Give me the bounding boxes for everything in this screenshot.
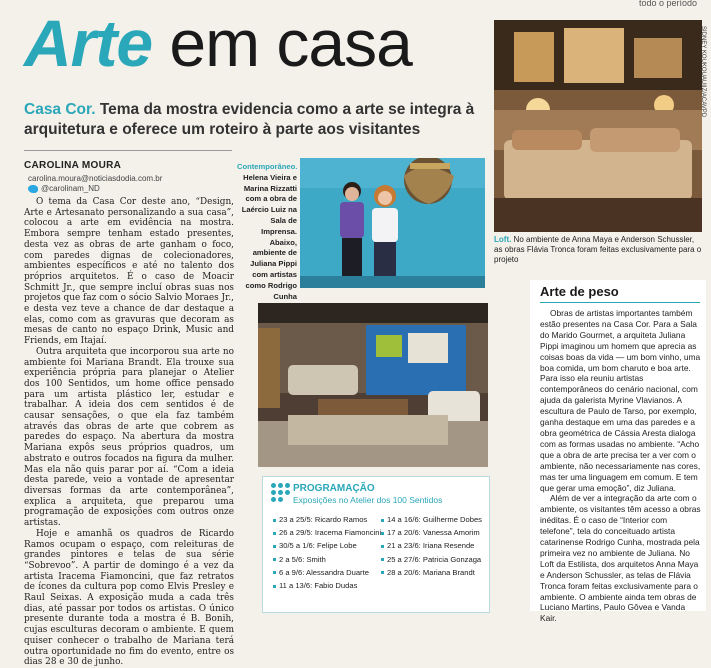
programacao-item: 26 a 29/5: Iracema Fiamoncini [273,526,381,539]
article-paragraph: O tema da Casa Cor deste ano, “Design, Arte e Artesanato personalizando a sua casa”, colocou a arte em evidência na mostra. Embora sempre tenham estado presentes, desta vez as obras de arte ganham o foco, com paredes dignas de colecionadores, ambientes específicos e até no talento dos próprios arquitetos. É o caso de Moacir Schmitt Jr., que sempre incluí obras suas nos projetos que faz com o sócio Salvio Moraes Jr., e desta vez teve a chance de dar destaque a elas, como com as gravuras que decoram as mesas de canto no espaço Drink, Music and Friends, em Itajaí. [24,197,234,347]
author-email: carolina.moura@noticiasdodia.com.br [28,174,163,183]
photo-credit: SIDNEY KOUKOUAUIIZ/ACAVPD [700,26,706,118]
article-body [24,197,234,668]
sidebar-paragraph: Obras de artistas importantes também estão presentes na Casa Cor. Para a Sala do Marido Gourmet, a arquiteta Juliana Pippi imaginou um homem que aprecia as coisas boas da vida — um bom vinho, uma boa comida, um bom charuto e boa arte. Para isso ela reuniu artistas contemporâneos do cenário nacional, com ajuda da galerista Myrine Vlavianos. A escultura de Paulo de Tarso, por exemplo, ganha destaque em uma das paredes e a obra geométrica de Cássia Aresta dialoga com as formas usadas no ambiente. “Acho que a obra de arte precisa ter a ver com o ambiente, não necessariamente nas cores, mas ter uma linguagem em comum. E tem que gerar uma emoção”, diz Juliana. [540,308,701,493]
page-corner-fragment: todo o período [638,0,697,8]
twitter-handle: @carolinam_ND [41,184,100,193]
programacao-item: 28 a 20/6: Mariana Brandt [381,566,482,579]
subhead-kicker: Casa Cor. [24,101,96,118]
programacao-box [262,476,490,613]
programacao-title: PROGRAMAÇÃO [293,483,375,494]
programacao-list-right [381,513,482,579]
caption-text: No ambiente de Anna Maya e Anderson Schussler, as obras Flávia Tronca foram feitas exclusivamente para o projeto [494,235,702,264]
author-twitter [28,184,100,193]
caption-loft [494,235,704,265]
twitter-bird-icon [28,185,38,193]
photo-living-room [258,303,488,467]
programacao-item: 17 a 20/6: Vanessa Amorim [381,526,482,539]
caption-contemporaneo [237,162,297,302]
programacao-item: 11 a 13/6: Fabio Dudas [273,579,381,592]
sidebar-paragraph: Além de ver a integração da arte com o ambiente, os visitantes têm acesso a obras inéditas. É o caso de “Interior com telefone”, tela do conceituado artista catarinense Rodrigo Cunha, mostrada pela primeira vez no ambiente de Juliana. No Loft da Estilista, dos arquitetos Anna Maya e Anderson Schussler, as telas de Flávia Tronca foram feitas exclusivamente para o ambiente. O ambiente ainda tem obras de Luciano Martins, Paulo Gôvea e Vanda Kair. [540,493,701,624]
caption-text: Helena Vieira e Marina Rizzatti com a obra de Laércio Luiz na Sala de Imprensa. Abaixo, ambiente de Juliana Pippi com artistas como Rodrigo Cunha [241,172,297,301]
photo-two-women [300,158,485,288]
sidebar-divider [540,302,700,303]
sidebar-title: Arte de peso [540,284,619,299]
programacao-item: 6 a 9/6: Alessandra Duarte [273,566,381,579]
author-name: CAROLINA MOURA [24,160,122,171]
caption-kicker: Contemporâneo. [237,162,298,171]
programacao-item: 21 a 23/6: Iriana Resende [381,539,482,552]
subhead-text: Tema da mostra evidencia como a arte se integra à arquitetura e oferece um roteiro à parte aos visitantes [24,101,475,138]
programacao-item: 23 a 25/5: Ricardo Ramos [273,513,381,526]
programacao-item: 30/5 a 1/6: Felipe Lobe [273,539,381,552]
headline-word-arte: Arte [24,6,153,80]
programacao-item: 14 a 16/6: Guilherme Dobes [381,513,482,526]
programacao-subtitle: Exposições no Atelier dos 100 Sentidos [293,495,443,505]
article-paragraph: Outra arquiteta que incorporou sua arte no ambiente foi Mariana Brandt. Ela trouxe sua experiência própria para planejar o Atelier dos 100 Sentidos, um home office pensado para um artista plástico ler, estudar e trabalhar. A ideia dos cem sentidos é de causar sensações, o que ela faz também através das obras de arte que cobrem as paredes do espaço. Na abertura da mostra Mariana expôs seus próprios quadros, um abstrato e outros focados na figura da mulher. Mas ela não quis parar por aí. “Com a ideia desta parede, veio a vontade de apresentar diversas formas da arte contemporânea”, explica a arquiteta, que preparou uma programação de exposições com outros onze artistas. [24,346,234,529]
caption-kicker: Loft. [494,235,512,244]
programacao-item: 2 a 5/6: Smith [273,553,381,566]
programacao-dots-icon [271,483,291,503]
article-paragraph: Hoje e amanhã os quadros de Ricardo Ramos ocupam o espaço, com releituras de grandes pintores e telas de sua série “Sobrevoo”. A partir de domingo é a vez da artista Iracema Fiamoncini, que faz retratos de ícones da cultura pop como Elvis Presley e Raul Seixas. A exposição muda a cada três dias, até passar por todos os artistas. O único presente durante toda a mostra é B. Bonih, cujas esculturas decoram o ambiente. E quem quiser conhecer o trabalho de Mariana terá outra oportunidade no fim do evento, entre os dias 28 e 30 de junho. [24,528,234,668]
programacao-list-left [273,513,381,592]
sidebar-text [540,308,702,624]
byline-divider [24,150,232,151]
headline-word-em-casa: em casa [152,6,412,80]
photo-loft-bedroom [494,20,702,232]
subheadline [24,100,488,140]
headline [24,8,412,78]
programacao-item: 25 a 27/6: Patricia Gonzaga [381,553,482,566]
